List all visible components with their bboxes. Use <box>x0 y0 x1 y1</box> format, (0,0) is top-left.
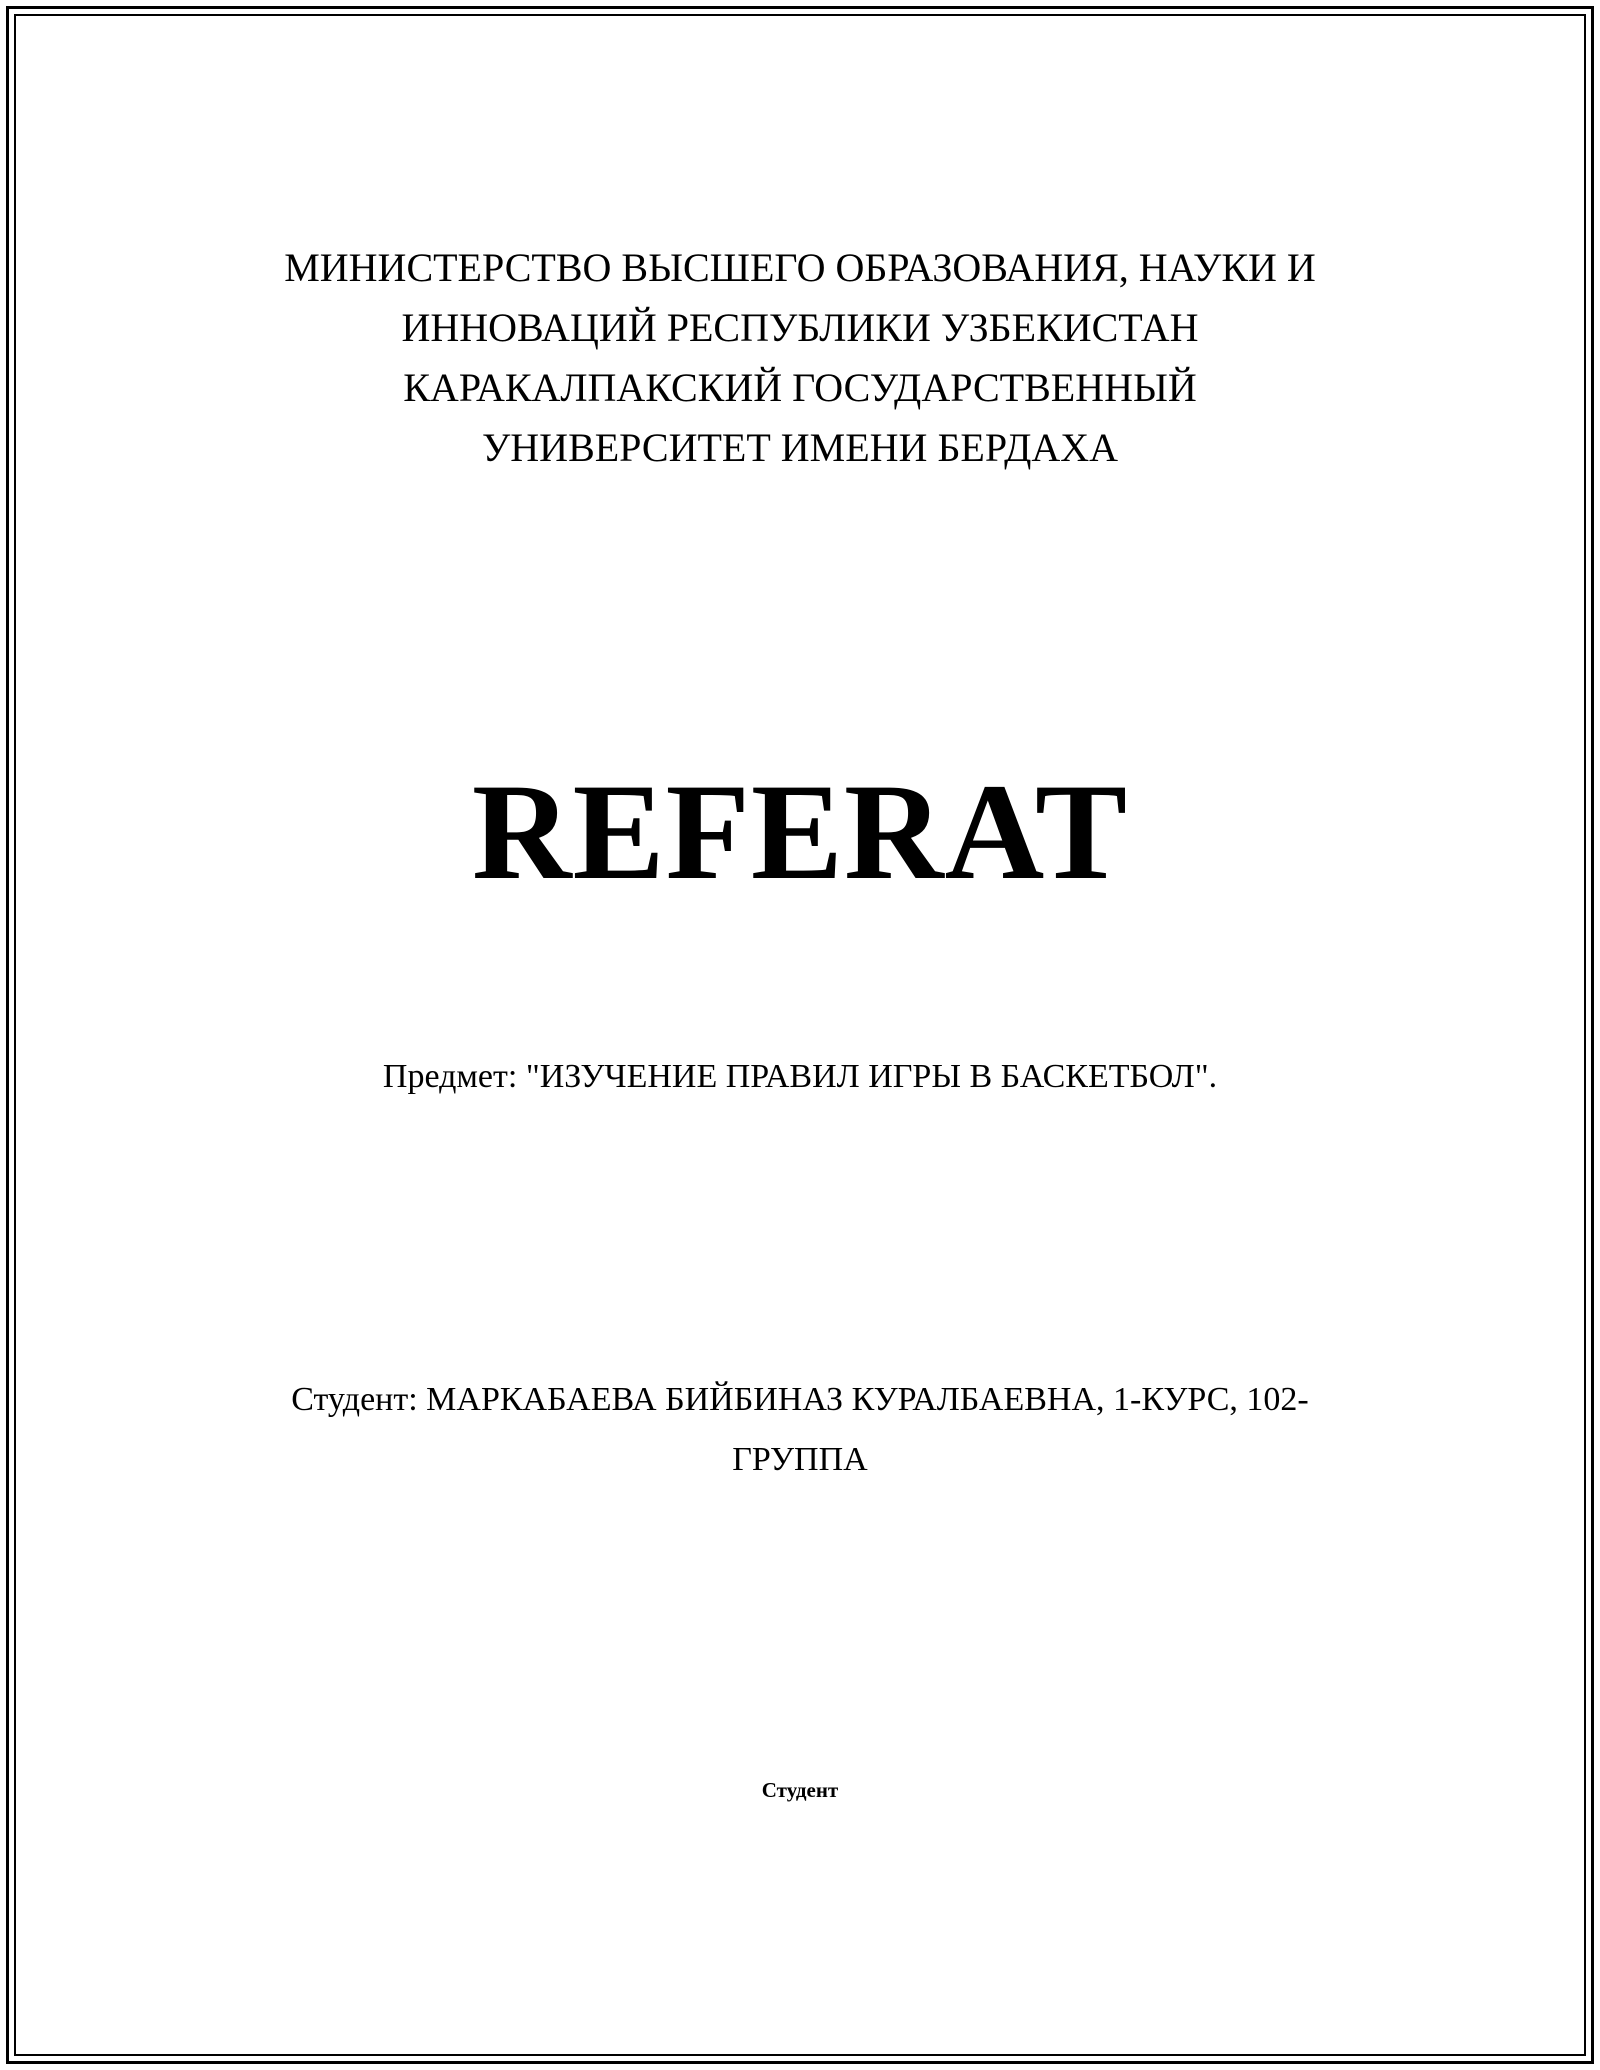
ministry-header <box>0 238 1600 478</box>
subject-line: Предмет: "ИЗУЧЕНИЕ ПРАВИЛ ИГРЫ В БАСКЕТБОЛ". <box>382 1058 1218 1095</box>
header-line-3: КАРАКАЛПАКСКИЙ ГОСУДАРСТВЕННЫЙ <box>403 365 1197 410</box>
student-info <box>230 1370 1370 1490</box>
header-line-1: МИНИСТЕРСТВО ВЫСШЕГО ОБРАЗОВАНИЯ, НАУКИ И <box>284 245 1316 290</box>
document-title: REFERAT <box>471 755 1129 908</box>
header-line-4: УНИВЕРСИТЕТ ИМЕНИ БЕРДАХА <box>481 425 1119 470</box>
student-info-line-1: Студент: МАРКАБАЕВА БИЙБИНАЗ КУРАЛБАЕВНА, 1-КУРС, 102- <box>291 1381 1309 1418</box>
header-line-2: ИННОВАЦИЙ РЕСПУБЛИКИ УЗБЕКИСТАН <box>401 305 1199 350</box>
student-signature-label: Студент <box>761 1778 839 1802</box>
student-info-line-2: ГРУППА <box>732 1441 868 1478</box>
